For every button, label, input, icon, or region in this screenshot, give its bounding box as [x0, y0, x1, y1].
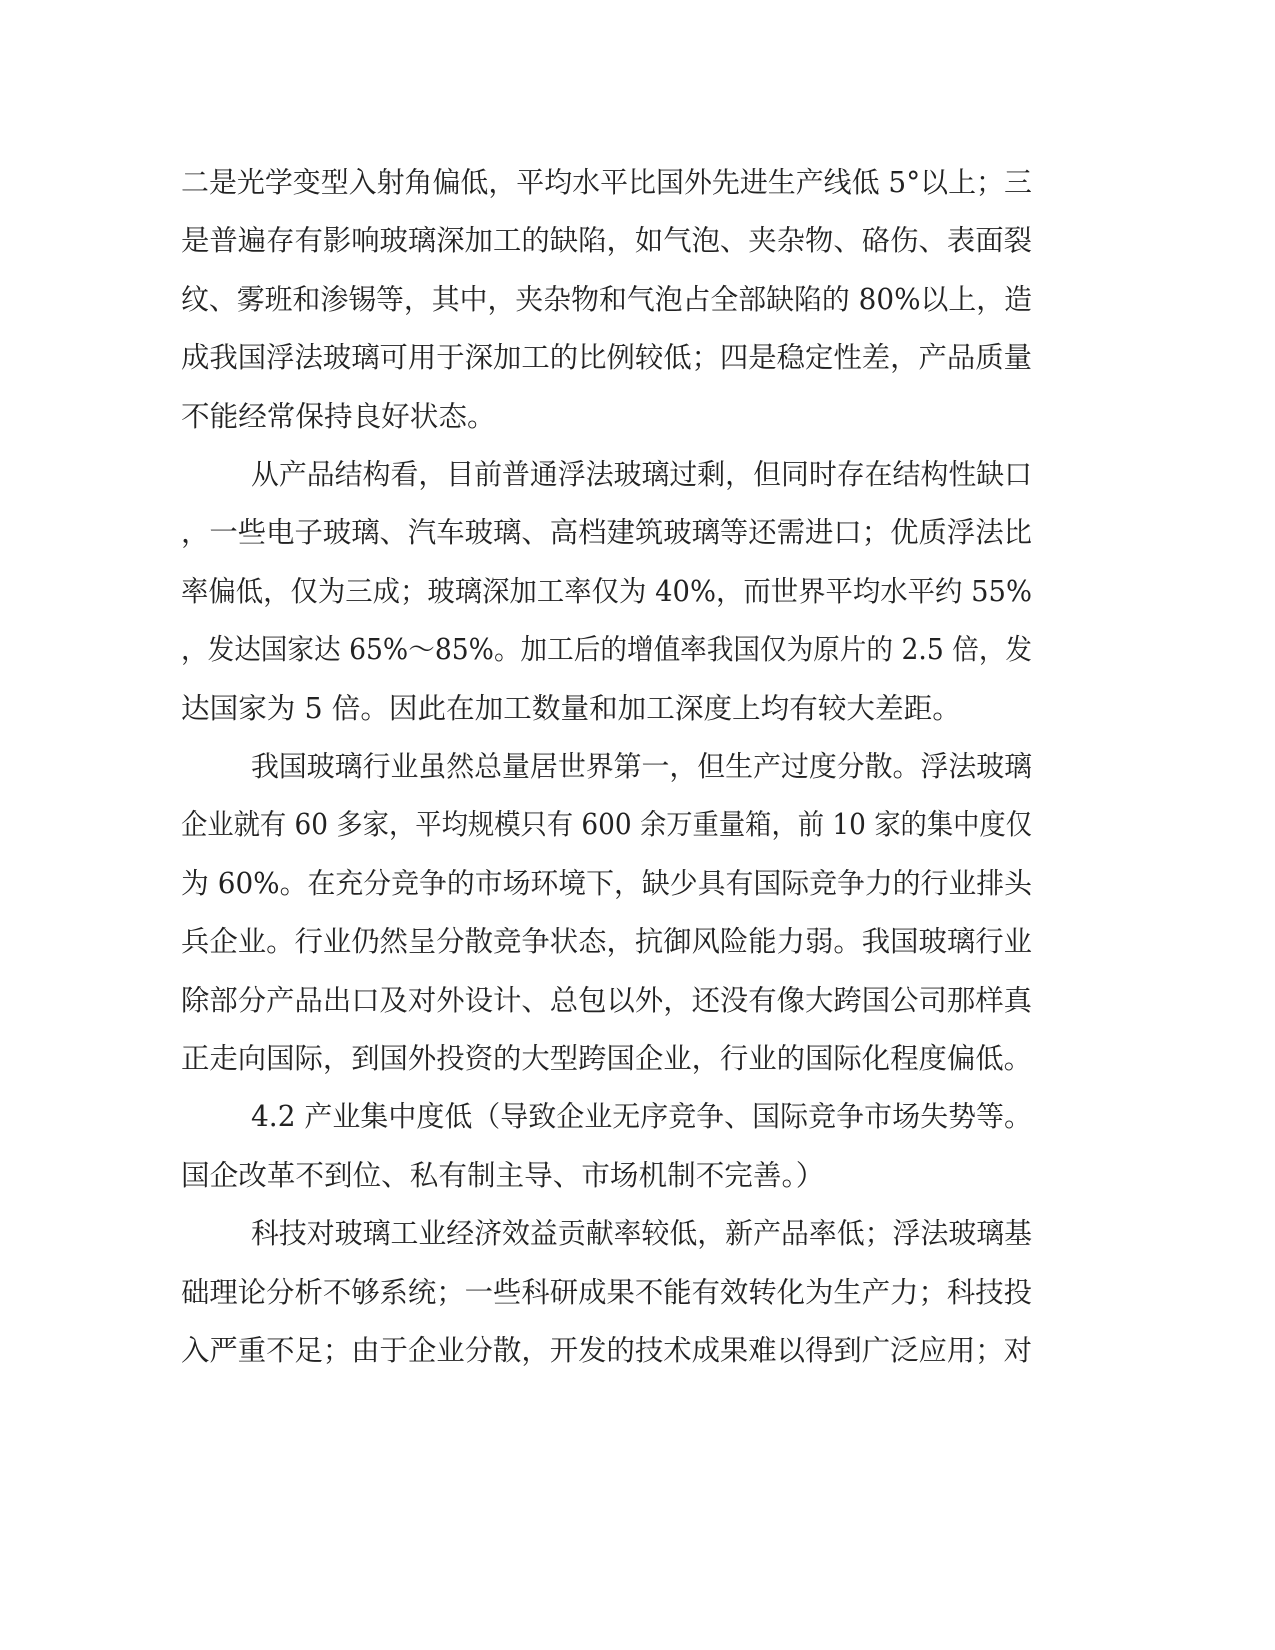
- paragraph-line: 除部分产品出口及对外设计、总包以外，还没有像大跨国公司那样真: [181, 982, 1032, 1017]
- paragraph-line: 纹、雾班和渗锡等，其中，夹杂物和气泡占全部缺陷的 80%以上，造: [181, 281, 1033, 316]
- paragraph-line: 正走向国际，到国外投资的大型跨国企业，行业的国际化程度偏低。: [181, 1041, 1032, 1075]
- paragraph-line: 是普遍存有影响玻璃深加工的缺陷，如气泡、夹杂物、硌伤、表面裂: [181, 223, 1032, 258]
- paragraph-line: 不能经常保持良好状态。: [181, 398, 496, 433]
- paragraph-line: ，一些电子玻璃、汽车玻璃、高档建筑玻璃等还需进口；优质浮法比: [181, 515, 1032, 550]
- section-heading-line: 国企改革不到位、私有制主导、市场机制不完善。）: [181, 1157, 825, 1192]
- paragraph-line: 为 60%。在充分竞争的市场环境下，缺少具有国际竞争力的行业排头: [181, 865, 1033, 900]
- paragraph-line: 达国家为 5 倍。因此在加工数量和加工深度上均有较大差距。: [181, 690, 961, 725]
- paragraph-line: 成我国浮法玻璃可用于深加工的比例较低；四是稳定性差，产品质量: [181, 340, 1032, 375]
- section-heading-line: 4.2 产业集中度低（导致企业无序竞争、国际竞争市场失势等。: [251, 1099, 1033, 1134]
- paragraph-line: 二是光学变型入射角偏低，平均水平比国外先进生产线低 5°以上；三: [181, 165, 1032, 199]
- paragraph-line: 入严重不足；由于企业分散，开发的技术成果难以得到广泛应用；对: [181, 1333, 1032, 1367]
- paragraph-line: 础理论分析不够系统；一些科研成果不能有效转化为生产力；科技投: [181, 1274, 1032, 1309]
- paragraph-line: 率偏低，仅为三成；玻璃深加工率仅为 40%，而世界平均水平约 55%: [181, 573, 1032, 608]
- paragraph-line: ，发达国家达 65%～85%。加工后的增值率我国仅为原片的 2.5 倍，发: [181, 632, 1033, 667]
- paragraph-line: 科技对玻璃工业经济效益贡献率较低，新产品率低；浮法玻璃基: [251, 1216, 1033, 1251]
- paragraph-line: 企业就有 60 多家，平均规模只有 600 余万重量箱，前 10 家的集中度仅: [181, 807, 1033, 842]
- paragraph-line: 我国玻璃行业虽然总量居世界第一，但生产过度分散。浮法玻璃: [251, 749, 1033, 783]
- paragraph-line: 从产品结构看，目前普通浮法玻璃过剩，但同时存在结构性缺口: [251, 457, 1033, 491]
- paragraph-line: 兵企业。行业仍然呈分散竞争状态，抗御风险能力弱。我国玻璃行业: [181, 924, 1032, 959]
